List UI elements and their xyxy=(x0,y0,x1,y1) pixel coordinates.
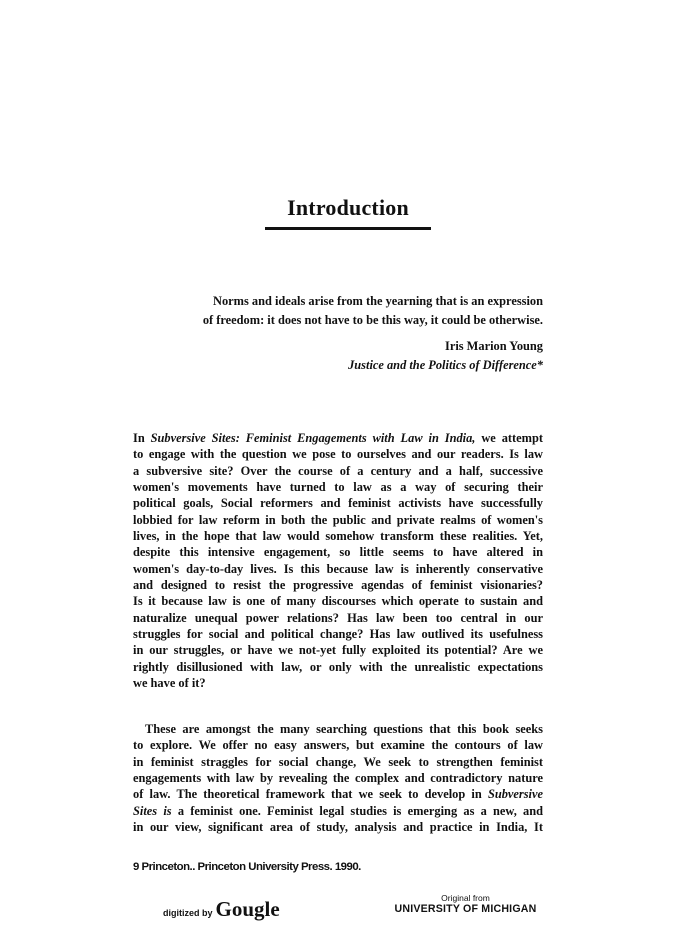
institution-name: UNIVERSITY OF MICHIGAN xyxy=(394,903,537,915)
paragraph-line: despite this intensive engagement, so little seems to have altered in xyxy=(133,545,543,560)
paragraph-line: political goals, Social reformers and feminist activists have successfully xyxy=(133,496,543,511)
paragraph-line: women's day-to-day lives. Is this because law is inherently conservative xyxy=(133,561,543,576)
digitized-by-label: digitized by xyxy=(163,908,213,918)
paragraph-line: naturalize unequal power relations? Has law been too central in our xyxy=(133,610,543,625)
google-logo: Gougle xyxy=(215,897,280,921)
paragraph-line: rightly disillusioned with law, or only with the unrealistic expectations xyxy=(133,659,543,674)
original-from-label: Original from xyxy=(441,893,490,903)
paragraph-line: women's movements have turned to law as a way of securing their xyxy=(133,480,543,495)
line5-text: of law. The theoretical framework that we seek to develop in xyxy=(133,787,488,802)
paragraph-line: in feminist straggles for social change, We seek to strengthen feminist xyxy=(133,754,543,769)
footnote: 9 Princeton.. Princeton University Press. 1990. xyxy=(133,861,361,873)
intro-suffix: we attempt xyxy=(475,431,544,445)
paragraph-line: Is it because law is one of many discourses which operate to sustain and xyxy=(133,594,543,609)
intro-prefix: In xyxy=(133,431,151,445)
paragraph-line: a subversive site? Over the course of a century and a half, successive xyxy=(133,463,543,478)
chapter-title: Introduction xyxy=(287,195,409,220)
paragraph-line: lives, in the hope that law would somehow transform these realities. Yet, xyxy=(133,529,543,544)
epigraph xyxy=(130,292,543,330)
paragraph-line xyxy=(133,430,543,446)
paragraph-line: we have of it? xyxy=(133,676,206,691)
paragraph-line xyxy=(133,786,543,802)
title-underline xyxy=(265,227,431,230)
paragraph-line: in our struggles, or have we not-yet fully exploited its potential? Are we xyxy=(133,643,543,658)
paragraph-line xyxy=(133,803,543,819)
original-from-mark xyxy=(394,893,537,915)
paragraph-2 xyxy=(133,721,543,835)
epigraph-author: Iris Marion Young xyxy=(445,339,543,353)
epigraph-line: of freedom: it does not have to be this way, it could be otherwise. xyxy=(202,313,543,327)
paragraph-line: struggles for social and political change? Has law outlived its usefulness xyxy=(133,627,543,642)
paragraph-line: These are amongst the many searching questions that this book seeks xyxy=(145,722,543,736)
line5-italic: Subversive xyxy=(487,787,543,802)
paragraph-line: to explore. We offer no easy answers, but examine the contours of law xyxy=(133,738,543,753)
digitized-by-mark xyxy=(163,897,280,919)
paragraph-1 xyxy=(133,430,543,692)
epigraph-attribution xyxy=(300,337,543,375)
epigraph-line: Norms and ideals arise from the yearning that is an expression xyxy=(213,294,543,308)
paragraph-line: and designed to resist the progressive agendas of feminist visionaries? xyxy=(133,578,543,593)
book-title: Subversive Sites: Feminist Engagements with Law in India, xyxy=(150,431,476,445)
paragraph-line: to engage with the question we pose to ourselves and our readers. Is law xyxy=(133,447,543,462)
epigraph-work: Justice and the Politics of Difference* xyxy=(348,358,543,372)
paragraph-line: engagements with law by revealing the complex and contradictory nature xyxy=(133,771,543,786)
line6-italic: Sites is xyxy=(133,803,172,818)
paragraph-line: lobbied for law reform in both the public and private realms of women's xyxy=(133,512,543,527)
paragraph-line: in our view, significant area of study, analysis and practice in India, It xyxy=(133,820,543,835)
line6-text: a feminist one. Feminist legal studies is emerging as a new, and xyxy=(171,803,543,818)
